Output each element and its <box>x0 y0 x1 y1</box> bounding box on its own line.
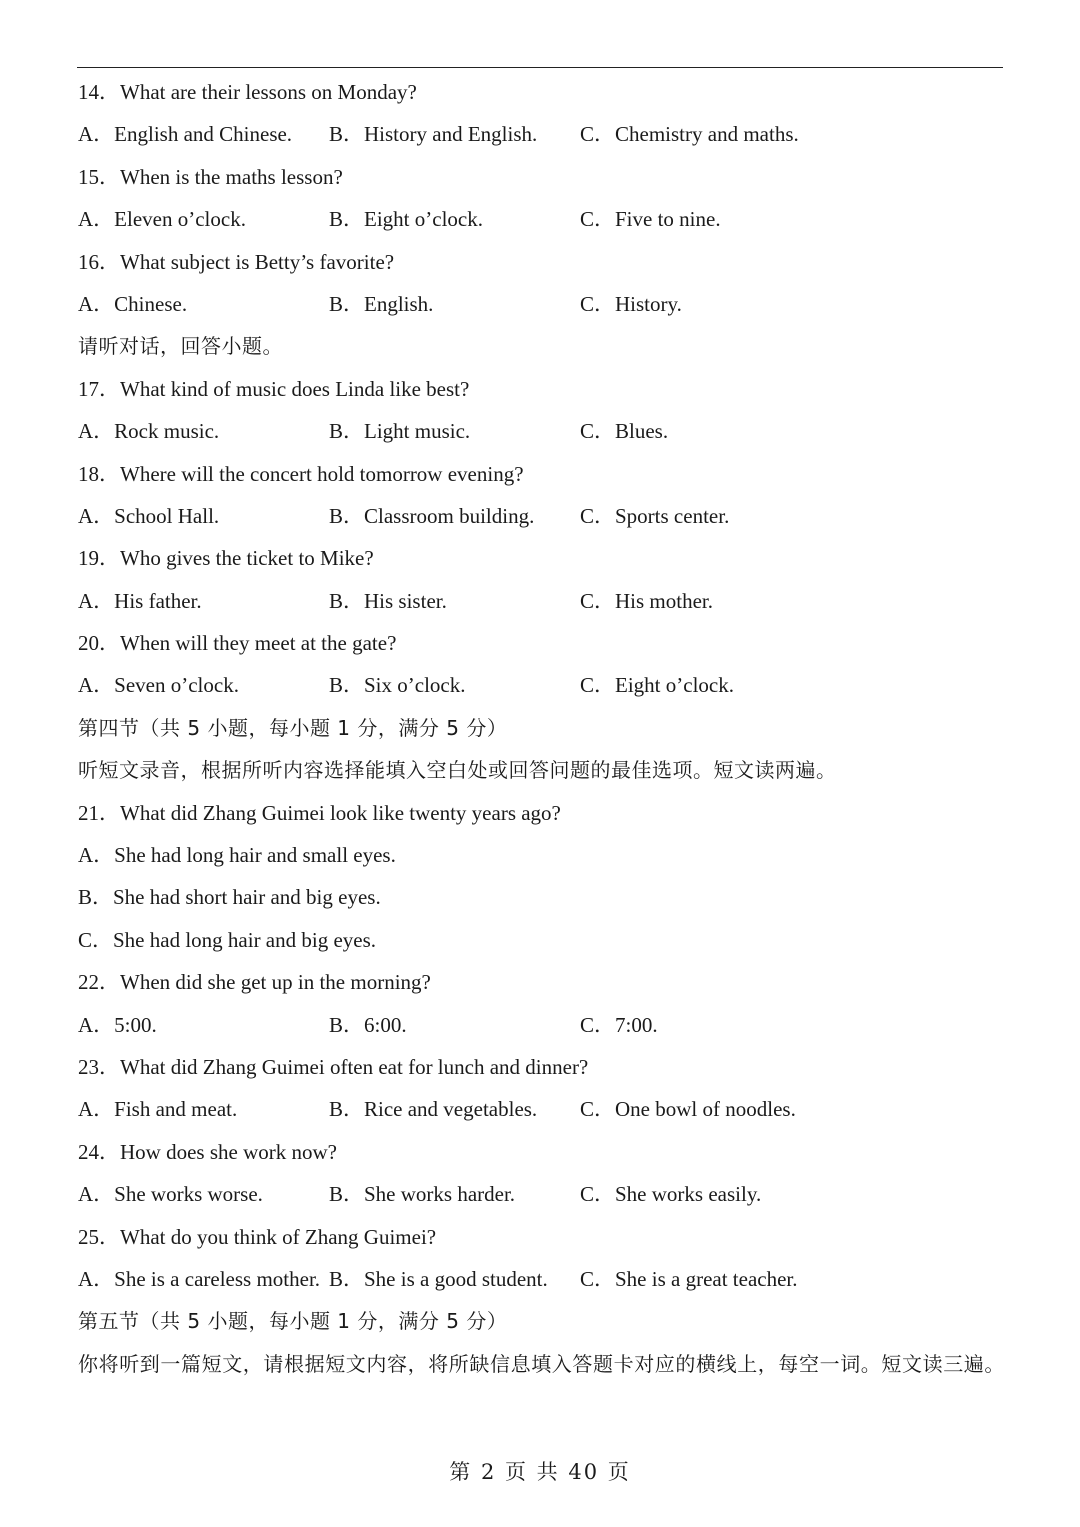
option-22-b: B．6:00. <box>329 1012 407 1037</box>
option-24-b: B．She works harder. <box>329 1182 516 1207</box>
question-19: 19．Who gives the ticket to Mike? <box>78 546 374 571</box>
options-19 <box>78 580 1008 622</box>
options-22 <box>78 1004 1008 1046</box>
option-24-a: A．She works worse. <box>78 1182 263 1207</box>
option-16-c: C．History. <box>580 291 682 316</box>
question-14: 14．What are their lessons on Monday? <box>78 80 417 104</box>
option-19-b: B．His sister. <box>329 588 447 613</box>
question-25: 25．What do you think of Zhang Guimei? <box>78 1224 437 1249</box>
question-16: 16．What subject is Betty’s favorite? <box>78 249 395 274</box>
option-18-b: B．Classroom building. <box>329 503 535 528</box>
options-23 <box>78 1088 1008 1130</box>
option-18-a: A．School Hall. <box>78 503 220 528</box>
option-25-c: C．She is a great teacher. <box>580 1266 798 1291</box>
option-18-c: C．Sports center. <box>580 503 730 528</box>
dialogue-instruction: 请听对话，回答小题。 <box>78 334 283 359</box>
options-18 <box>78 495 1008 537</box>
question-24: 24．How does she work now? <box>78 1139 337 1164</box>
section-5-title: 第五节（共 5 小题，每小题 1 分，满分 5 分） <box>78 1309 508 1334</box>
option-19-a: A．His father. <box>78 588 202 613</box>
options-20 <box>78 664 1008 706</box>
section-5-instruction: 你将听到一篇短文，请根据短文内容，将所缺信息填入答题卡对应的横线上，每空一词。短文读三遍。 <box>78 1351 1005 1376</box>
option-23-a: A．Fish and meat. <box>78 1097 238 1122</box>
option-16-a: A．Chinese. <box>78 291 188 316</box>
option-15-b: B．Eight o’clock. <box>329 207 483 232</box>
section-4-title: 第四节（共 5 小题，每小题 1 分，满分 5 分） <box>78 715 508 740</box>
option-25-a: A．She is a careless mother. <box>78 1266 321 1291</box>
option-22-a: A．5:00. <box>78 1012 157 1037</box>
options-15 <box>78 198 1008 240</box>
page-content <box>78 71 1008 1385</box>
option-21-b: B．She had short hair and big eyes. <box>78 885 381 910</box>
page-number: 第 2 页 共 40 页 <box>449 1460 631 1484</box>
option-20-b: B．Six o’clock. <box>329 673 466 698</box>
option-14-a: A．English and Chinese. <box>78 122 293 147</box>
question-21: 21．What did Zhang Guimei look like twenty years ago? <box>78 800 561 825</box>
question-23: 23．What did Zhang Guimei often eat for lunch and dinner? <box>78 1054 589 1079</box>
option-23-c: C．One bowl of noodles. <box>580 1097 796 1122</box>
options-17 <box>78 410 1008 452</box>
options-16 <box>78 283 1008 325</box>
option-14-c: C．Chemistry and maths. <box>580 122 799 147</box>
question-22: 22．When did she get up in the morning? <box>78 970 431 995</box>
option-17-b: B．Light music. <box>329 419 471 444</box>
option-23-b: B．Rice and vegetables. <box>329 1097 538 1122</box>
option-14-b: B．History and English. <box>329 122 538 147</box>
section-4-instruction: 听短文录音，根据所听内容选择能填入空白处或回答问题的最佳选项。短文读两遍。 <box>78 758 837 783</box>
option-16-b: B．English. <box>329 291 434 316</box>
option-19-c: C．His mother. <box>580 588 714 613</box>
options-25 <box>78 1258 1008 1300</box>
option-15-a: A．Eleven o’clock. <box>78 207 246 232</box>
option-17-c: C．Blues. <box>580 419 669 444</box>
options-14 <box>78 113 1008 155</box>
option-17-a: A．Rock music. <box>78 419 220 444</box>
option-24-c: C．She works easily. <box>580 1182 762 1207</box>
options-24 <box>78 1173 1008 1215</box>
option-15-c: C．Five to nine. <box>580 207 721 232</box>
option-25-b: B．She is a good student. <box>329 1266 548 1291</box>
option-20-a: A．Seven o’clock. <box>78 673 239 698</box>
option-21-a: A．She had long hair and small eyes. <box>78 843 396 868</box>
question-15: 15．When is the maths lesson? <box>78 164 343 189</box>
option-20-c: C．Eight o’clock. <box>580 673 734 698</box>
header-rule <box>77 67 1003 68</box>
question-20: 20．When will they meet at the gate? <box>78 631 397 656</box>
option-21-c: C．She had long hair and big eyes. <box>78 927 377 952</box>
option-22-c: C．7:00. <box>580 1012 658 1037</box>
question-17: 17．What kind of music does Linda like best? <box>78 376 470 401</box>
question-18: 18．Where will the concert hold tomorrow evening? <box>78 461 524 486</box>
